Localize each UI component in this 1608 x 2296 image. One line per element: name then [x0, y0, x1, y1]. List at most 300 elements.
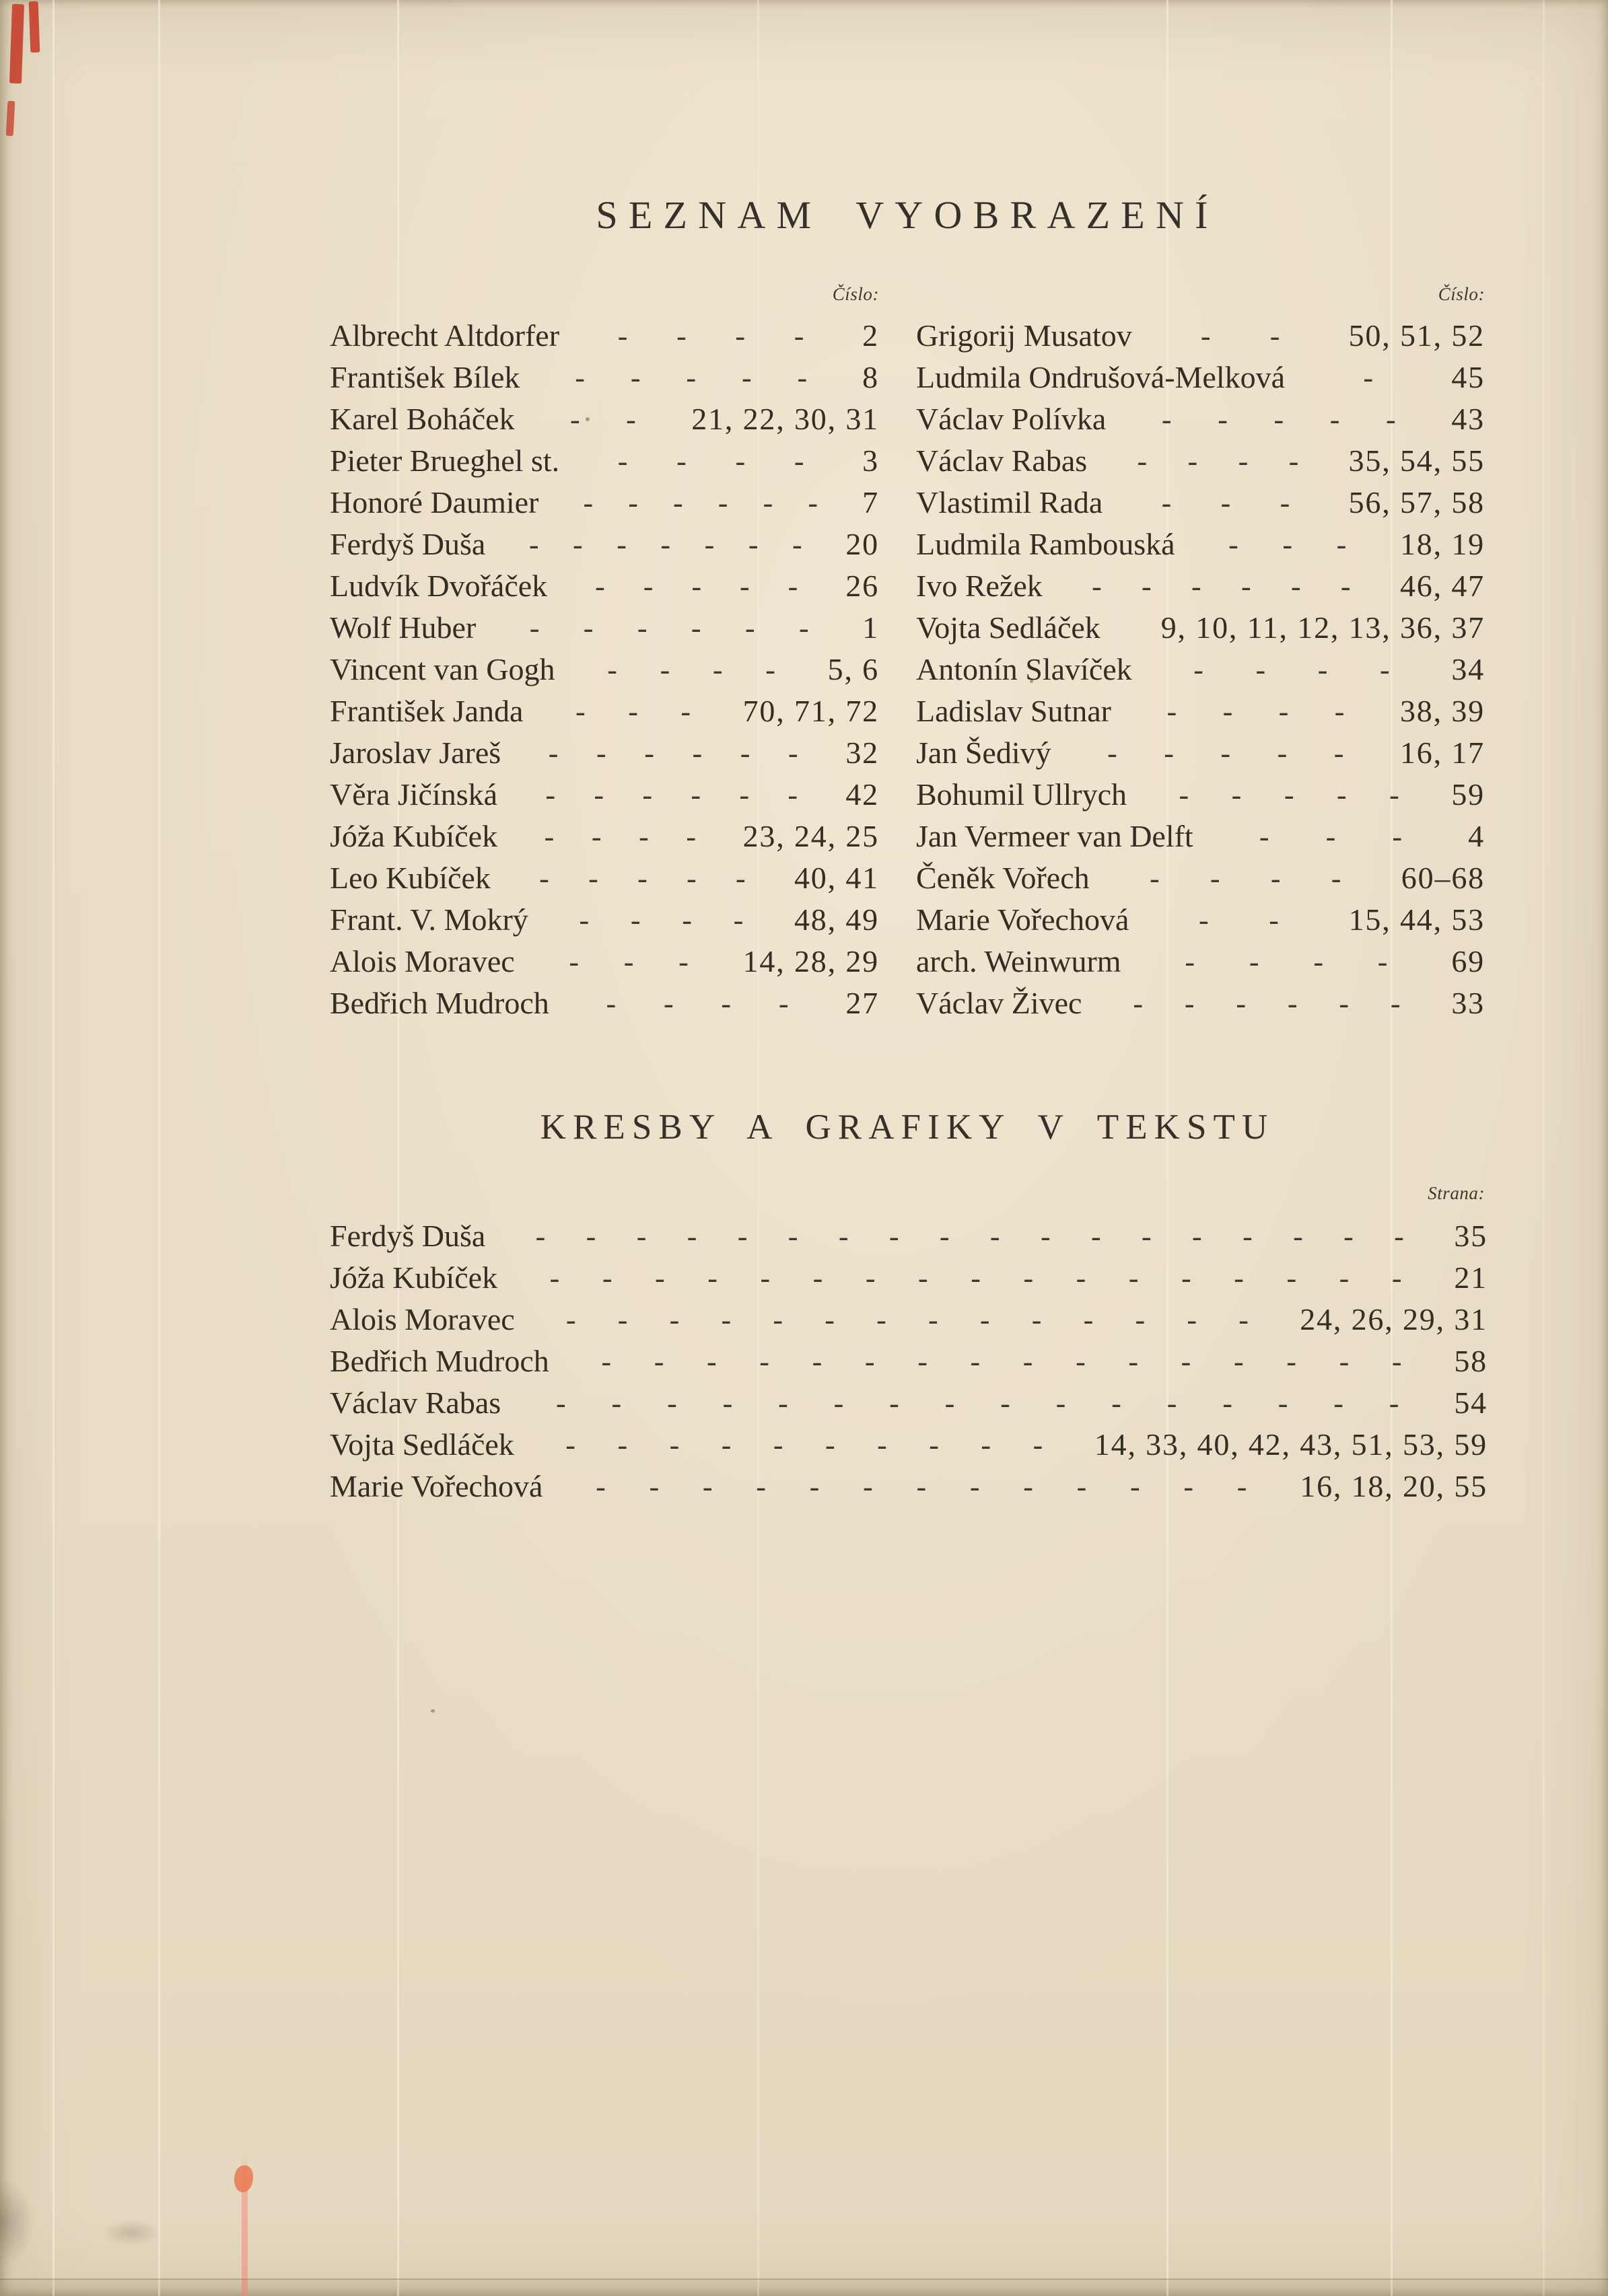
list-item: [916, 774, 1485, 816]
leader-dash: -: [606, 987, 617, 1020]
leader-dash: -: [1161, 403, 1172, 436]
page-numbers: 59: [1451, 777, 1485, 812]
leader-dash: -: [691, 612, 701, 645]
artist-name: Vojta Sedláček: [916, 610, 1100, 645]
leader-dash: -: [735, 862, 746, 895]
artist-name: František Bílek: [330, 360, 520, 394]
leader-dash: -: [594, 779, 604, 812]
leader-dash: -: [623, 945, 634, 978]
leader-dash: -: [1183, 1470, 1194, 1503]
artist-name: Václav Živec: [916, 986, 1082, 1020]
leader-dash: -: [1313, 945, 1323, 978]
artist-name: Ferdyš Duša: [330, 527, 486, 561]
leader-dash: -: [877, 1429, 887, 1462]
leader-dash: -: [756, 1470, 766, 1503]
leader-dash: -: [673, 487, 683, 519]
dash-leader: [1043, 566, 1400, 608]
leader-dash: -: [1238, 1303, 1249, 1336]
dash-leader: [485, 1216, 1454, 1258]
leader-dash: -: [1090, 1220, 1101, 1253]
leader-dash: -: [889, 1387, 899, 1420]
artist-name: Wolf Huber: [330, 610, 477, 645]
leader-dash: -: [788, 779, 798, 812]
leader-dash: -: [1000, 1387, 1010, 1420]
page-numbers: 38, 39: [1399, 694, 1485, 728]
leader-dash: -: [1389, 779, 1399, 812]
artist-name: Frant. V. Mokrý: [330, 902, 528, 937]
leader-dash: -: [595, 570, 605, 603]
list-item: [330, 941, 879, 982]
dash-leader: [520, 357, 862, 399]
page-numbers: 40, 41: [794, 861, 879, 895]
artist-name: Grigorij Musatov: [916, 318, 1132, 353]
page-title: SEZNAM VYOBRAZENÍ: [596, 193, 1219, 237]
page-numbers: 33: [1451, 986, 1485, 1020]
leader-dash: -: [1055, 1387, 1066, 1420]
leader-dash: -: [1340, 570, 1351, 603]
page-numbers: 70, 71, 72: [742, 694, 879, 728]
cislo-label-left: Číslo:: [832, 284, 879, 304]
list-item: [916, 482, 1485, 524]
leader-dash: -: [1278, 695, 1289, 728]
leader-dash: -: [1238, 445, 1249, 478]
leader-dash: -: [876, 1303, 886, 1336]
artist-name: Ludmila Ondrušová-Melková: [916, 360, 1286, 394]
page-numbers: 20: [845, 527, 879, 561]
leader-dash: -: [740, 737, 750, 770]
page-numbers: 4: [1468, 819, 1485, 853]
leader-dash: -: [1394, 1220, 1404, 1253]
leader-dash: -: [888, 1220, 899, 1253]
page-numbers: 58: [1454, 1344, 1488, 1378]
leader-dash: -: [970, 1345, 981, 1378]
leader-dash: -: [544, 820, 555, 853]
leader-dash: -: [539, 862, 549, 895]
dash-leader: [559, 316, 862, 357]
leader-dash: -: [809, 1470, 820, 1503]
list-item: [330, 732, 879, 774]
leader-dash: -: [596, 737, 606, 770]
leader-dash: -: [944, 1387, 955, 1420]
leader-dash: -: [529, 612, 540, 645]
leader-dash: -: [1336, 779, 1347, 812]
list-item: [330, 440, 879, 482]
page-numbers: 24, 26, 29, 31: [1300, 1302, 1488, 1336]
leader-dash: -: [617, 1303, 628, 1336]
leader-dash: -: [748, 528, 759, 561]
leader-dash: -: [1333, 737, 1344, 770]
leader-dash: -: [686, 361, 697, 394]
dash-leader: [514, 1425, 1094, 1466]
leader-dash: -: [617, 528, 627, 561]
illustration-column-left: [330, 283, 879, 1024]
artist-name: Ferdyš Duša: [330, 1219, 486, 1253]
leader-dash: -: [1231, 779, 1242, 812]
leader-dash: -: [765, 653, 775, 686]
list-item: [330, 982, 879, 1024]
page-numbers: 69: [1451, 944, 1485, 978]
dash-leader: [515, 1299, 1300, 1341]
leader-dash: -: [812, 1262, 823, 1295]
leader-dash: -: [1339, 1345, 1350, 1378]
leader-dash: -: [1228, 528, 1238, 561]
leader-dash: -: [1133, 987, 1143, 1020]
list-item: [330, 357, 879, 398]
dash-leader: [497, 816, 743, 858]
leader-dash: -: [617, 320, 628, 353]
artist-name: Ludmila Rambouská: [916, 527, 1175, 561]
leader-dash: -: [1191, 570, 1201, 603]
dash-leader: [555, 649, 828, 691]
leader-dash: -: [1222, 695, 1233, 728]
artist-name: Bedřich Mudroch: [330, 1344, 549, 1378]
leader-dash: -: [1179, 779, 1189, 812]
leader-dash: -: [735, 445, 746, 478]
dash-leader: [528, 900, 794, 941]
leader-dash: -: [660, 528, 671, 561]
leader-dash: -: [601, 1345, 612, 1378]
leader-dash: -: [607, 653, 617, 686]
page-numbers: 35: [1454, 1219, 1488, 1253]
leader-dash: -: [644, 737, 654, 770]
page-numbers: 14, 33, 40, 42, 43, 51, 53, 59: [1094, 1427, 1488, 1462]
artist-name: František Janda: [330, 694, 524, 728]
artist-name: Ludvík Dvořáček: [330, 569, 548, 603]
leader-dash: -: [778, 987, 789, 1020]
leader-dash: -: [718, 487, 728, 519]
list-item: [330, 607, 879, 649]
smudge-artifact: [101, 2219, 162, 2246]
leader-dash: -: [1164, 737, 1174, 770]
list-item: [916, 732, 1485, 774]
leader-dash: -: [704, 528, 715, 561]
leader-dash: -: [1128, 1262, 1139, 1295]
dash-leader: [549, 1341, 1455, 1383]
leader-dash: -: [535, 1220, 546, 1253]
leader-dash: -: [1286, 1262, 1297, 1295]
artist-name: Václav Rabas: [916, 443, 1088, 478]
illustration-list: [330, 283, 1485, 1024]
dash-leader: [497, 775, 845, 816]
leader-dash: -: [596, 1470, 606, 1503]
leader-dash: -: [586, 1220, 596, 1253]
list-item: [916, 982, 1485, 1024]
leader-dash: -: [1166, 1387, 1177, 1420]
page-numbers: 18, 19: [1399, 527, 1485, 561]
leader-dash: -: [636, 1220, 647, 1253]
leader-dash: -: [1128, 1345, 1139, 1378]
dash-leader: [1087, 441, 1348, 482]
leader-dash: -: [702, 1470, 713, 1503]
dash-leader: [1082, 983, 1451, 1025]
page-numbers: 14, 28, 29: [742, 944, 879, 978]
dash-leader: [543, 1466, 1300, 1508]
leader-dash: -: [1022, 1345, 1033, 1378]
leader-dash: -: [691, 779, 701, 812]
artist-name: Marie Vořechová: [330, 1469, 543, 1503]
leader-dash: -: [759, 1345, 769, 1378]
leader-dash: -: [1181, 1262, 1191, 1295]
leader-dash: -: [1130, 1470, 1140, 1503]
leader-dash: -: [1390, 987, 1401, 1020]
leader-dash: -: [573, 528, 583, 561]
list-item: [330, 1299, 1488, 1340]
leader-dash: -: [863, 1470, 873, 1503]
leader-dash: -: [1287, 987, 1298, 1020]
page-numbers: 1: [862, 610, 879, 645]
leader-dash: -: [617, 445, 628, 478]
dash-leader: [549, 983, 846, 1025]
leader-dash: -: [565, 1303, 576, 1336]
artist-name: Karel Boháček: [330, 402, 515, 436]
list-item: [916, 941, 1485, 982]
list-item: [330, 774, 879, 816]
leader-dash: -: [556, 1387, 566, 1420]
leader-dash: -: [812, 1345, 823, 1378]
list-item: [916, 899, 1485, 941]
leader-dash: -: [1023, 1470, 1033, 1503]
list-item: [330, 1466, 1488, 1507]
list-item: [916, 357, 1485, 398]
orange-blot-artifact: [234, 2165, 253, 2192]
leader-dash: -: [825, 1429, 835, 1462]
leader-dash: -: [1339, 1262, 1350, 1295]
list-item: [330, 1340, 1488, 1382]
page-numbers: 21: [1454, 1260, 1488, 1295]
leader-dash: -: [1333, 1387, 1343, 1420]
page-numbers: 35, 54, 55: [1348, 443, 1485, 478]
paper-streak: [1543, 0, 1545, 2296]
leader-dash: -: [1107, 737, 1117, 770]
dash-leader: [1103, 482, 1348, 524]
list-item: [916, 315, 1485, 357]
leader-dash: -: [1111, 1387, 1121, 1420]
red-crayon-mark: [6, 101, 15, 137]
leader-dash: -: [579, 904, 590, 937]
artist-name: Albrecht Altdorfer: [330, 318, 560, 353]
page-numbers: 56, 57, 58: [1348, 485, 1485, 519]
leader-dash: -: [971, 1262, 981, 1295]
leader-dash: -: [630, 361, 641, 394]
leader-dash: -: [1222, 1387, 1232, 1420]
leader-dash: -: [1392, 820, 1403, 853]
leader-dash: -: [643, 570, 654, 603]
leader-dash: -: [617, 1429, 628, 1462]
list-item: [330, 398, 879, 440]
list-item: [330, 649, 879, 690]
leader-dash: -: [637, 862, 648, 895]
cislo-label-right: Číslo:: [1438, 284, 1485, 304]
artist-name: arch. Weinwurm: [916, 944, 1121, 978]
dash-leader: [1129, 900, 1348, 941]
leader-dash: -: [1193, 653, 1203, 686]
dash-leader: [559, 441, 862, 482]
leader-dash: -: [1334, 695, 1345, 728]
leader-dash: -: [763, 487, 773, 519]
leader-dash: -: [825, 1303, 835, 1336]
illustration-rows-left: [330, 315, 879, 1024]
strana-label: Strana:: [1428, 1183, 1485, 1203]
leader-dash: -: [794, 445, 804, 478]
artist-name: Čeněk Vořech: [916, 861, 1090, 895]
leader-dash: -: [865, 1262, 876, 1295]
leader-dash: -: [1249, 945, 1259, 978]
section2-title: KRESBY A GRAFIKY V TEKSTU: [540, 1108, 1275, 1147]
dash-leader: [1132, 649, 1452, 691]
leader-dash: -: [981, 1429, 991, 1462]
leader-dash: -: [739, 779, 749, 812]
leader-dash: -: [916, 1470, 927, 1503]
page-numbers: 5, 6: [827, 652, 879, 686]
artist-name: Alois Moravec: [330, 944, 515, 978]
leader-dash: -: [1187, 445, 1198, 478]
leader-dash: -: [1137, 445, 1148, 478]
leader-dash: -: [989, 1220, 1000, 1253]
leader-dash: -: [788, 737, 798, 770]
leader-dash: -: [939, 1220, 950, 1253]
artist-name: Ivo Režek: [916, 569, 1043, 603]
leader-dash: -: [628, 487, 638, 519]
leader-dash: -: [722, 1387, 733, 1420]
text-drawings-rows: [330, 1215, 1488, 1507]
leader-dash: -: [1184, 987, 1195, 1020]
leader-dash: -: [1236, 987, 1246, 1020]
dash-leader: [523, 691, 742, 733]
leader-dash: -: [969, 1470, 980, 1503]
leader-dash: -: [797, 361, 808, 394]
leader-dash: -: [545, 779, 556, 812]
leader-dash: -: [1142, 570, 1152, 603]
smudge-artifact: [0, 2179, 35, 2266]
paper-streak: [53, 0, 55, 2296]
leader-dash: -: [833, 1387, 844, 1420]
leader-dash: -: [667, 1387, 677, 1420]
artist-name: Alois Moravec: [330, 1302, 515, 1336]
page-numbers: 54: [1454, 1386, 1488, 1420]
leader-dash: -: [676, 445, 687, 478]
leader-dash: -: [602, 1262, 613, 1295]
leader-dash: -: [1377, 945, 1388, 978]
dash-leader: [1193, 816, 1468, 858]
list-item: [330, 524, 879, 565]
leader-dash: -: [583, 612, 594, 645]
artist-name: Václav Rabas: [330, 1386, 501, 1420]
leader-dash: -: [630, 904, 641, 937]
dash-leader: [501, 1383, 1454, 1425]
leader-dash: -: [1363, 361, 1373, 394]
artist-name: Jan Vermeer van Delft: [916, 819, 1193, 853]
list-item: [330, 1424, 1488, 1466]
leader-dash: -: [676, 320, 687, 353]
leader-dash: -: [1233, 1345, 1244, 1378]
leader-dash: -: [737, 1220, 748, 1253]
leader-dash: -: [639, 820, 649, 853]
leader-dash: -: [1290, 570, 1301, 603]
page-numbers: 15, 44, 53: [1348, 902, 1485, 937]
list-item: [916, 816, 1485, 857]
leader-dash: -: [570, 403, 580, 436]
leader-dash: -: [691, 570, 702, 603]
leader-dash: -: [1293, 1220, 1303, 1253]
leader-dash: -: [1286, 1345, 1296, 1378]
dash-leader: [1106, 399, 1451, 441]
leader-dash: -: [1187, 1303, 1197, 1336]
list-item: [916, 398, 1485, 440]
page-numbers: 3: [862, 443, 879, 478]
leader-dash: -: [1083, 1303, 1094, 1336]
leader-dash: -: [654, 1345, 664, 1378]
leader-dash: -: [1076, 1345, 1086, 1378]
leader-dash: -: [591, 820, 602, 853]
leader-dash: -: [918, 1262, 928, 1295]
leader-dash: -: [528, 528, 539, 561]
list-item: [330, 857, 879, 899]
leader-dash: -: [1273, 403, 1284, 436]
dash-leader: [515, 399, 692, 441]
leader-dash: -: [1135, 1303, 1146, 1336]
leader-dash: -: [1218, 403, 1228, 436]
artist-name: Jóža Kubíček: [330, 819, 498, 853]
paper-speck: [431, 1709, 435, 1713]
leader-dash: -: [1391, 1345, 1402, 1378]
dash-leader: [497, 1258, 1454, 1299]
leader-dash: -: [1149, 862, 1160, 895]
leader-dash: -: [735, 320, 746, 353]
leader-dash: -: [1040, 1220, 1051, 1253]
dash-leader: [1127, 775, 1451, 816]
leader-dash: -: [740, 570, 750, 603]
leader-dash: -: [1076, 1262, 1086, 1295]
leader-dash: -: [1389, 1387, 1399, 1420]
page-numbers: 9, 10, 11, 12, 13, 36, 37: [1160, 610, 1485, 645]
page-numbers: 50, 51, 52: [1348, 318, 1485, 353]
dash-leader: [1132, 316, 1349, 357]
page-numbers: 23, 24, 25: [742, 819, 879, 853]
leader-dash: -: [1385, 403, 1396, 436]
artist-name: Bedřich Mudroch: [330, 986, 549, 1020]
list-item: [916, 607, 1485, 649]
dash-leader: [515, 941, 743, 983]
dash-leader: [501, 733, 845, 775]
leader-dash: -: [917, 1345, 928, 1378]
leader-dash: -: [1210, 862, 1220, 895]
leader-dash: -: [692, 737, 703, 770]
list-item: [330, 690, 879, 732]
dash-leader: [1121, 941, 1452, 983]
leader-dash: -: [733, 904, 744, 937]
leader-dash: -: [1329, 403, 1340, 436]
leader-dash: -: [1269, 904, 1279, 937]
page-numbers: 16, 18, 20, 55: [1300, 1469, 1488, 1503]
leader-dash: -: [788, 570, 798, 603]
list-item: [916, 690, 1485, 732]
leader-dash: -: [1181, 1345, 1191, 1378]
leader-dash: -: [680, 695, 691, 728]
leader-dash: -: [1161, 487, 1172, 519]
page-numbers: 26: [845, 569, 879, 603]
leader-dash: -: [1240, 570, 1251, 603]
dash-leader: [538, 482, 862, 524]
leader-dash: -: [721, 1429, 732, 1462]
leader-dash: -: [808, 487, 818, 519]
leader-dash: -: [1280, 487, 1290, 519]
leader-dash: -: [1234, 1262, 1244, 1295]
list-item: [916, 649, 1485, 690]
artist-name: Vlastimil Rada: [916, 485, 1103, 519]
artist-name: Jóža Kubíček: [330, 1260, 498, 1295]
list-item: [330, 1257, 1488, 1299]
leader-dash: -: [660, 653, 670, 686]
